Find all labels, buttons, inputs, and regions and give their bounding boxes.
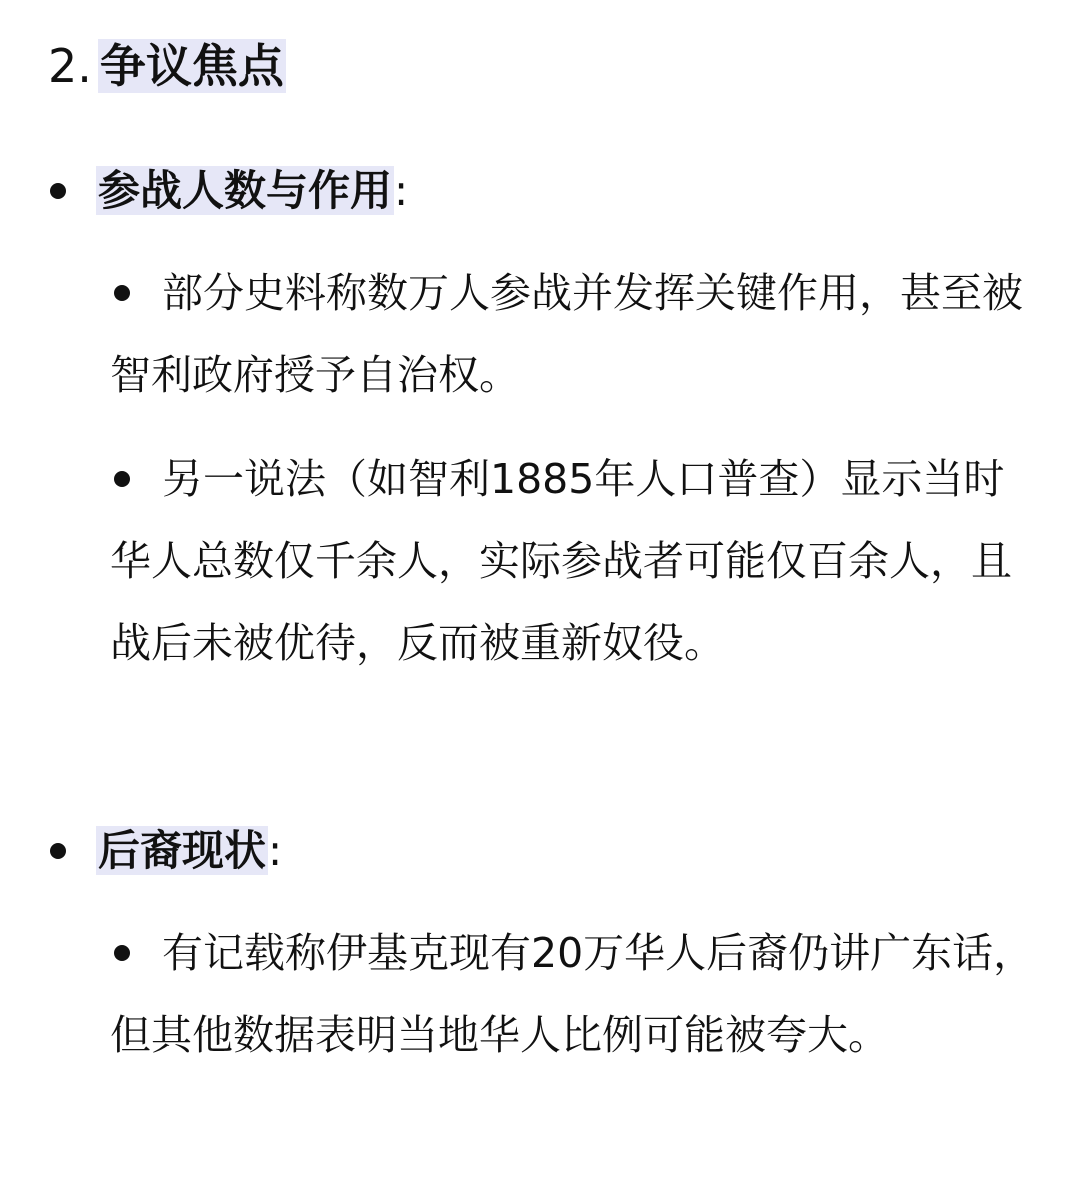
list-item: 另一说法（如智利1885年人口普查）显示当时华人总数仅千余人，实际参战者可能仅百余人，且战后未被优待，反而被重新奴役。 bbox=[110, 455, 1012, 667]
section-title-descendants bbox=[96, 819, 282, 883]
bullet-icon bbox=[50, 843, 66, 859]
heading-title: 争议焦点 bbox=[99, 39, 284, 93]
section-heading bbox=[48, 30, 286, 102]
section-title-text: 后裔现状 bbox=[98, 826, 267, 875]
bullet-icon bbox=[50, 183, 66, 199]
section-title-colon: : bbox=[394, 166, 409, 215]
heading-number: 2. bbox=[48, 39, 92, 93]
section-title-participation bbox=[96, 159, 408, 223]
section-title-text: 参战人数与作用 bbox=[98, 166, 393, 215]
section-title-colon: : bbox=[268, 826, 283, 875]
list-item: 部分史料称数万人参战并发挥关键作用，甚至被智利政府授予自治权。 bbox=[110, 269, 1023, 399]
list-item: 有记载称伊基克现有20万华人后裔仍讲广东话，但其他数据表明当地华人比例可能被夸大。 bbox=[110, 929, 1035, 1059]
